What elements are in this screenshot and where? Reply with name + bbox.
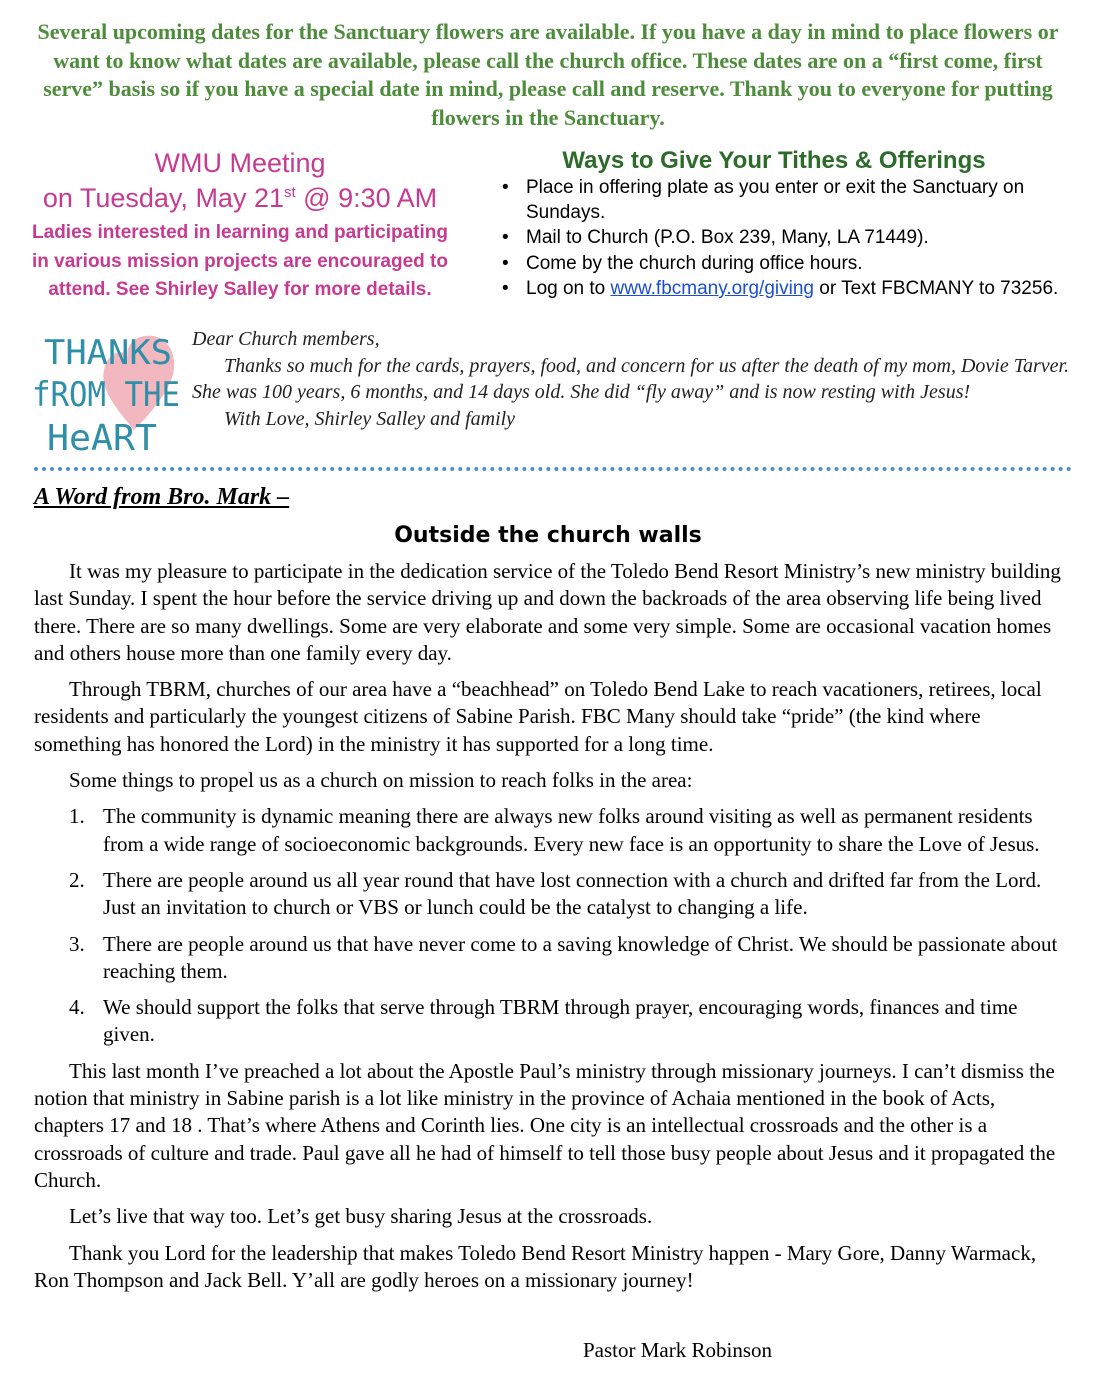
- list-item: [34, 867, 1066, 922]
- note-body: Thanks so much for the cards, prayers, food, and concern for us after the death of my mom, Dovie Tarver. She was 100 years, 6 months, and 14 days old. She did “fly away” and is now resting with Jesus!: [192, 354, 1070, 403]
- thank-you-note: [192, 326, 1072, 432]
- article-paragraph: Some things to propel us as a church on mission to reach folks in the area:: [69, 768, 693, 793]
- wmu-date-suffix: st: [284, 184, 296, 201]
- bullet-icon: •: [502, 278, 509, 299]
- giving-link[interactable]: www.fbcmany.org/giving: [610, 278, 814, 299]
- article-paragraph: It was my pleasure to participate in the dedication service of the Toledo Bend Resort Ministry’s new ministry building last Sunday. I spent the hour before the service driving up and down the backroads of the area observing life being lived there. There are so many dwellings. Some are very elaborate and some very simple. Some are occasional vacation homes and others house more than one family every day.: [34, 559, 1061, 665]
- ways-item-offering-plate: [492, 176, 1076, 225]
- list-text: There are people around us all year round that have lost connection with a church and drifted far from the Lord. Just an invitation to church or VBS or lunch could be the catalyst to changing a life.: [103, 867, 1042, 920]
- list-text: The community is dynamic meaning there are always new folks around visiting as well as permanent residents from a wide range of socioeconomic backgrounds. Every new face is an opportunity to share the Love of Jesus.: [103, 804, 1040, 856]
- ways-list: [492, 176, 1076, 302]
- ways-item-online-after: or Text FBCMANY to 73256.: [813, 278, 1059, 299]
- thanks-from-the-heart-logo: [30, 326, 185, 458]
- article-body: [34, 558, 1066, 1303]
- bullet-icon: •: [502, 252, 509, 274]
- list-number: 3.: [69, 931, 85, 956]
- list-number: 4.: [69, 995, 85, 1020]
- wmu-body: Ladies interested in learning and participating in various mission projects are encouraged to attend. See Shirley Salley for more details.: [31, 222, 448, 300]
- wmu-date-time: @ 9:30 AM: [295, 183, 438, 213]
- list-item: [34, 994, 1066, 1049]
- article-paragraph: Through TBRM, churches of our area have a “beachhead” on Toledo Bend Lake to reach vacationers, retirees, local residents and particularly the youngest citizens of Sabine Parish. FBC Many should take “pride” (the kind where something has honored the Lord) in the ministry it has supported for a long time.: [34, 677, 1042, 756]
- ways-item-text: Come by the church during office hours.: [526, 252, 863, 274]
- list-text: We should support the folks that serve through TBRM through prayer, encouraging words, finances and time given.: [103, 995, 1018, 1047]
- wmu-date-prefix: on Tuesday, May 21: [42, 183, 284, 213]
- wmu-meeting-notice: [22, 146, 458, 305]
- ways-item-office-hours: [492, 252, 1076, 277]
- logo-line-2: fROM THE: [32, 375, 180, 415]
- list-item: [34, 803, 1066, 858]
- list-item: [34, 931, 1066, 986]
- list-number: 1.: [69, 804, 85, 829]
- article-paragraph: Let’s live that way too. Let’s get busy sharing Jesus at the crossroads.: [69, 1204, 653, 1229]
- note-closing: With Love, Shirley Salley and family: [224, 407, 516, 430]
- list-text: There are people around us that have never come to a saving knowledge of Christ. We should be passionate about reaching them.: [103, 931, 1058, 983]
- article-title: Outside the church walls: [394, 523, 702, 548]
- ways-item-mail: [492, 226, 1076, 251]
- bullet-icon: •: [502, 227, 509, 248]
- flowers-notice: Several upcoming dates for the Sanctuary flowers are available. If you have a day in mind to place flowers or want to know what dates are available, please call the church office. These dates are on a “first come, first serve” basis so if you have a special date in mind, please call and reserve. Thank you to everyone for putting flowers in the Sanctuary.: [37, 19, 1059, 130]
- bullet-icon: •: [502, 177, 509, 198]
- logo-line-1: THANKS: [44, 333, 172, 373]
- note-greeting: Dear Church members,: [192, 328, 380, 350]
- ways-item-online-before: Log on to: [526, 278, 611, 299]
- section-heading: A Word from Bro. Mark –: [34, 484, 290, 510]
- ways-title: Ways to Give Your Tithes & Offerings: [562, 147, 986, 174]
- dotted-divider: [34, 467, 1072, 471]
- wmu-title: WMU Meeting: [154, 148, 326, 178]
- list-number: 2.: [69, 867, 85, 892]
- ways-item-online: [492, 277, 1076, 302]
- wmu-date: [22, 180, 458, 216]
- ways-item-text: Mail to Church (P.O. Box 239, Many, LA 71449).: [526, 227, 929, 248]
- article-list: [34, 803, 1066, 1048]
- pastor-signature: Pastor Mark Robinson: [583, 1338, 772, 1362]
- ways-to-give: [492, 146, 1076, 303]
- article-paragraph: Thank you Lord for the leadership that makes Toledo Bend Resort Ministry happen - Mary Gore, Danny Warmack, Ron Thompson and Jack Bell. Y’all are godly heroes on a missionary journey!: [34, 1240, 1037, 1292]
- ways-item-text: Place in offering plate as you enter or exit the Sanctuary on Sundays.: [526, 177, 1025, 223]
- logo-line-3: HeART: [47, 418, 157, 458]
- article-paragraph: This last month I’ve preached a lot about the Apostle Paul’s ministry through missionary journeys. I can’t dismiss the notion that ministry in Sabine parish is a lot like ministry in the province of Achaia mentioned in the book of Acts, chapters 17 and 18 . That’s where Athens and Corinth lies. One city is an intellectual crossroads and the other is a crossroads of culture and trade. Paul gave all he had of himself to tell those busy people about Jesus and it propagated the Church.: [34, 1058, 1056, 1192]
